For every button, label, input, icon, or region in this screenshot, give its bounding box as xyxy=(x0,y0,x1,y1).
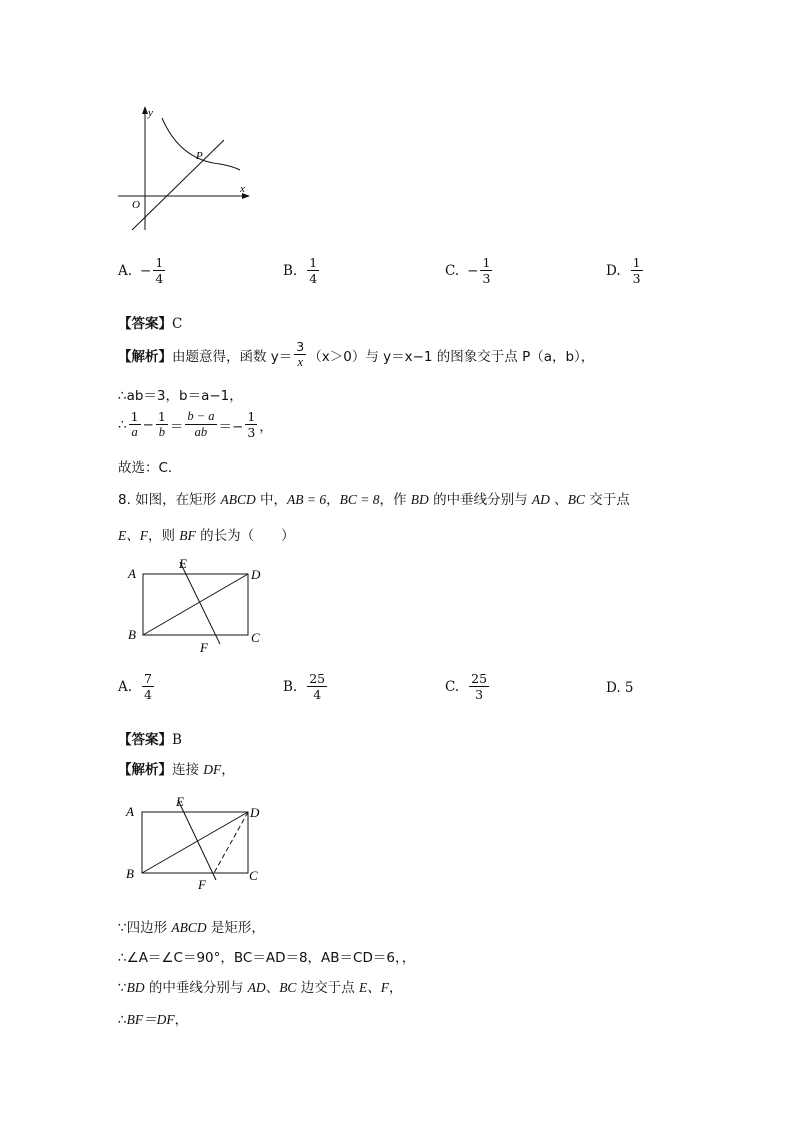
rectangle-figure-with-df xyxy=(118,792,278,897)
fraction: $\frac{1}{3}$ xyxy=(632,255,641,287)
label-a: A xyxy=(126,804,134,819)
label-a: A xyxy=(128,566,136,581)
fraction: $\frac{1}{b}$ xyxy=(157,409,166,440)
q7-analysis-line-3: ∴ $\frac{1}{a}$ − $\frac{1}{b}$ ＝ $\frac{b - a}{ab}$ ＝− $\frac{1}{3}$ ， xyxy=(118,409,273,441)
label-c: C xyxy=(249,868,258,883)
diagonal-bd xyxy=(142,812,248,873)
diagonal-bd xyxy=(143,574,248,635)
q7-analysis-line-1: 【解析】 由题意得，函数 y＝ $\frac{3}{x}$ （x＞0）与 y＝x−1 的图象交于点 P（a，b）， xyxy=(118,339,595,370)
q8-option-a: A. $\frac{7}{4}$ xyxy=(118,671,152,703)
q7-analysis-line-2: ∴ab＝3，b＝a−1， xyxy=(118,388,243,404)
q7-analysis-line-4: 故选：C． xyxy=(118,460,182,476)
q8-stem-line-1: 8. 如图，在矩形 ABCD 中，AB = 6，BC = 8，作 BD 的中垂线分别与 AD 、BC 交于点 xyxy=(118,492,630,508)
label-d: D xyxy=(250,805,260,820)
q8-analysis-step-2: ∴∠A＝∠C＝90°，BC＝AD＝8，AB＝CD＝6，， xyxy=(118,950,416,966)
fraction: $\frac{7}{4}$ xyxy=(144,671,152,703)
q8-analysis-step-1: ∵四边形 ABCD 是矩形， xyxy=(118,920,265,936)
fraction: $\frac{1}{4}$ xyxy=(309,255,318,287)
dashed-segment-df xyxy=(214,812,248,873)
point-p-label: P xyxy=(196,150,203,162)
q8-answer: 【答案】B xyxy=(118,732,182,748)
label-c: C xyxy=(251,630,260,645)
q8-option-b: B. $\frac{25}{4}$ xyxy=(283,671,326,703)
q7-option-d: D. $\frac{1}{3}$ xyxy=(606,255,641,287)
q8-option-c: C. $\frac{25}{3}$ xyxy=(445,671,488,703)
fraction: $\frac{1}{3}$ xyxy=(247,409,256,441)
fraction: $\frac{1}{4}$ xyxy=(155,255,164,287)
label-b: B xyxy=(126,866,134,881)
origin-label: O xyxy=(132,199,140,211)
rectangle-figure xyxy=(118,552,278,662)
fraction: $\frac{3}{x}$ xyxy=(296,339,305,370)
label-d: D xyxy=(251,567,261,582)
q7-option-c: C. − $\frac{1}{3}$ xyxy=(445,255,491,287)
q8-option-d: D. 5 xyxy=(606,680,634,696)
label-e: E xyxy=(176,794,184,809)
line-y-x-minus-1 xyxy=(132,140,224,230)
q8-analysis-line-1: 【解析】连接 DF， xyxy=(118,762,235,778)
q8-stem-line-2: E、F，则 BF 的长为（ ） xyxy=(118,528,295,544)
label-b: B xyxy=(128,627,136,642)
label-f: F xyxy=(200,640,208,655)
q8-analysis-step-3: ∵BD 的中垂线分别与 AD、BC 边交于点 E、F， xyxy=(118,980,403,996)
fraction: $\frac{1}{3}$ xyxy=(482,255,491,287)
fraction: $\frac{1}{a}$ xyxy=(130,409,139,440)
q7-option-a: A. − $\frac{1}{4}$ xyxy=(118,255,164,287)
x-axis-label: x xyxy=(240,183,245,195)
fraction: $\frac{b - a}{ab}$ xyxy=(187,409,215,440)
q8-analysis-step-4: ∴BF＝DF， xyxy=(118,1012,189,1028)
label-e: E xyxy=(179,556,187,571)
function-graph-figure xyxy=(110,100,260,240)
fraction: $\frac{25}{4}$ xyxy=(309,671,326,703)
y-axis-label: y xyxy=(148,107,153,119)
q7-option-b: B. $\frac{1}{4}$ xyxy=(283,255,318,287)
q7-answer: 【答案】C xyxy=(118,316,183,332)
label-f: F xyxy=(198,877,206,892)
fraction: $\frac{25}{3}$ xyxy=(471,671,488,703)
